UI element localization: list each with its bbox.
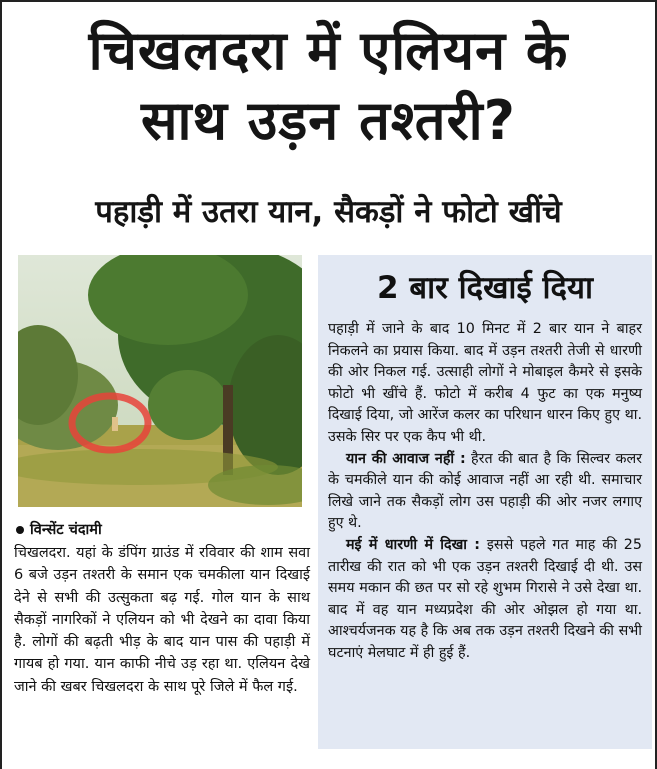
sidebar-para-2 xyxy=(328,449,642,535)
sidebar-para-3-lead: मई में धारणी में दिखा : xyxy=(346,536,481,553)
headline xyxy=(2,16,655,156)
byline xyxy=(16,519,102,539)
photo-illustration xyxy=(18,255,302,507)
subheadline: पहाड़ी में उतरा यान, सैकड़ों ने फोटो खींचे xyxy=(95,194,562,230)
sidebar-para-3-body: इससे पहले गत माह की 25 तारीख की रात को भी एक उड़न तश्तरी दिखाई दी थी. उस समय मकान की छत पर सो रहे शुभम गिरासे ने उसे देखा था. बाद में वह यान मध्यप्रदेश की ओर ओझल हो गया था. आश्चर्यजनक यह है कि अब तक उड़न तश्तरी दिखने की सभी घटनाएं मेलघाट में ही हुई हैं. xyxy=(328,536,642,661)
headline-line-1: चिखलदरा में एलियन के xyxy=(88,19,569,82)
left-column xyxy=(14,542,310,698)
news-photo xyxy=(18,255,302,507)
left-paragraph: चिखलदरा. यहां के डंपिंग ग्राउंड में रविवार की शाम सवा 6 बजे उड़न तश्तरी के समान एक चमकीला यान दिखाई देने से सभी की उत्सुकता बढ़ गई. गोल यान के साथ सैकड़ों नागरिकों ने एलियन को भी देखने का दावा किया है. लोगों की बढ़ती भीड़ के बाद यान पास की पहाड़ी में गायब हो गया. यान काफी नीचे उड़ रहा था. एलियन देखे जाने की खबर चिखलदरा के साथ पूरे जिले में फैल गई. xyxy=(14,545,310,695)
sidebar-title: 2 बार दिखाई दिया xyxy=(377,270,593,306)
headline-line-2: साथ उड़न तश्तरी? xyxy=(141,89,516,152)
sidebar-box xyxy=(318,255,652,749)
bullet-icon xyxy=(16,526,24,534)
sidebar-para-2-body: हैरत की बात है कि सिल्वर कलर के चमकीले यान की कोई आवाज नहीं आ रही थी. समाचार लिखे जाने तक सैकड़ों लोग उस पहाड़ी की ओर नजर लगाए हुए थे. xyxy=(328,450,642,532)
byline-name: विन्सेंट चंदामी xyxy=(30,522,102,538)
sidebar-para-2-lead: यान की आवाज नहीं : xyxy=(346,450,466,467)
sidebar-para-3 xyxy=(328,535,642,665)
figure-shape xyxy=(112,417,118,431)
sidebar-para-1: पहाड़ी में जाने के बाद 10 मिनट में 2 बार यान ने बाहर निकलने का प्रयास किया. बाद में उड़न तश्तरी तेजी से धारणी की ओर निकल गई. उत्साही लोगों ने मोबाइल कैमरे से इसके फोटो भी खींचे हैं. फोटो में करीब 4 फुट का एक मनुष्य दिखाई दिया, जो आरेंज कलर का परिधान धारन किए हुए था. उसके सिर पर एक कैप भी थी. xyxy=(328,321,642,445)
